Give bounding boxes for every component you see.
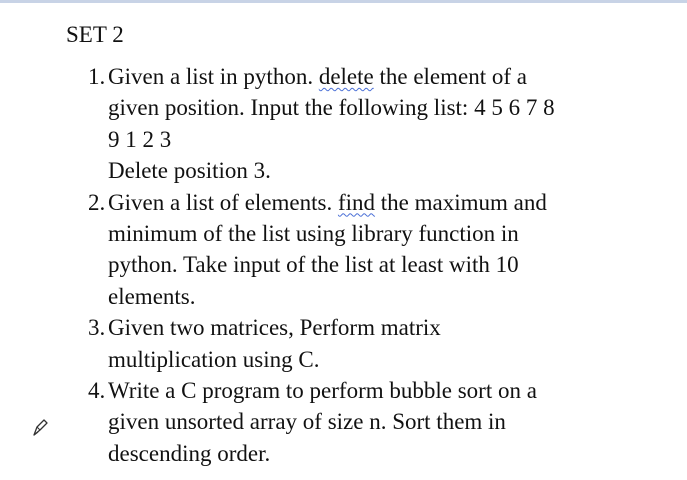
question-line: multiplication using C. [108,346,320,372]
top-border [0,0,687,3]
question-item [88,375,648,469]
question-text: Given a list of elements. [108,189,338,215]
question-line: Given two matrices, Perform matrix [108,315,441,341]
question-line [108,187,648,218]
spellcheck-word: find [337,189,376,215]
question-line: given position. Input the following list: 4 5 6 7 8 [108,95,555,121]
question-line: given unsorted array of size n. Sort them in [108,409,506,435]
question-line: python. Take input of the list at least with 10 [108,252,519,278]
question-number: 3. [88,315,106,341]
question-item [88,312,648,375]
question-list [88,61,648,469]
question-item [88,61,648,187]
question-line: minimum of the list using library function in [108,221,519,247]
question-line: Write a C program to perform bubble sort on a [108,378,537,404]
question-text: Given a list in python. [108,64,319,89]
question-line [108,61,648,92]
question-line: descending order. [108,440,271,466]
question-number: 1. [88,64,106,89]
question-text: the element of a [373,64,527,89]
set-title: SET 2 [66,22,124,47]
question-line: elements. [108,283,196,309]
pen-cursor-icon [31,418,51,438]
question-item [88,187,648,313]
spellcheck-word: delete [318,64,374,89]
question-line: Delete position 3. [108,158,271,184]
question-number: 4. [88,378,106,404]
question-number: 2. [88,189,106,215]
question-line: 9 1 2 3 [108,126,172,152]
question-text: the maximum and [375,189,547,215]
